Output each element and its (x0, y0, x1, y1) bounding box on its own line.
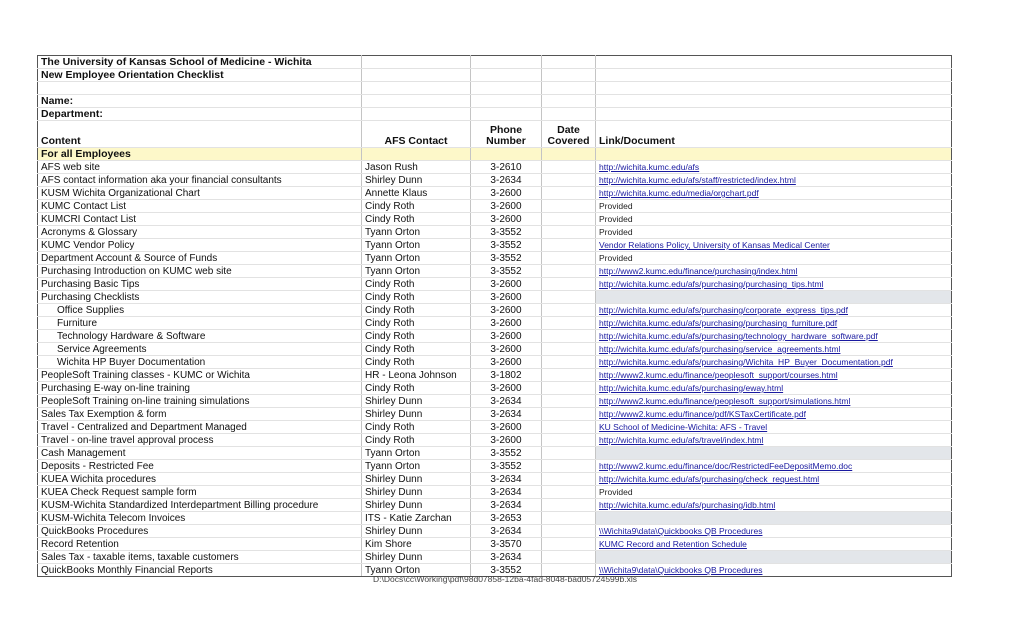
table-row (38, 460, 952, 473)
row-link-cell (596, 369, 952, 382)
row-link-cell (596, 395, 952, 408)
row-afs-contact: Tyann Orton (362, 226, 471, 239)
document-link[interactable]: Vendor Relations Policy, University of Kansas Medical Center (599, 240, 830, 250)
document-link[interactable]: \\Wichita9\data\Quickbooks QB Procedures (599, 526, 763, 536)
row-phone: 3-1802 (471, 369, 542, 382)
row-link-cell (596, 473, 952, 486)
row-afs-contact: ITS - Katie Zarchan (362, 512, 471, 525)
row-link-cell (596, 434, 952, 447)
row-afs-contact: Cindy Roth (362, 356, 471, 369)
checklist-sheet (37, 55, 952, 577)
column-header-phone: Phone Number (471, 121, 542, 148)
document-link[interactable]: http://wichita.kumc.edu/afs/purchasing/purchasing_tips.html (599, 279, 824, 289)
row-date-covered[interactable] (542, 538, 596, 551)
row-link-cell (596, 343, 952, 356)
row-date-covered[interactable] (542, 395, 596, 408)
row-phone: 3-3552 (471, 239, 542, 252)
row-afs-contact: Kim Shore (362, 538, 471, 551)
row-content: KUEA Check Request sample form (38, 486, 362, 499)
row-date-covered[interactable] (542, 252, 596, 265)
table-row (38, 499, 952, 512)
row-date-covered[interactable] (542, 239, 596, 252)
row-content: AFS web site (38, 161, 362, 174)
row-phone: 3-2600 (471, 291, 542, 304)
row-phone: 3-2600 (471, 200, 542, 213)
row-date-covered[interactable] (542, 499, 596, 512)
document-link[interactable]: http://www2.kumc.edu/finance/purchasing/index.html (599, 266, 798, 276)
table-row (38, 317, 952, 330)
provided-note: Provided (599, 487, 633, 497)
row-content: Travel - on-line travel approval process (38, 434, 362, 447)
row-phone: 3-3552 (471, 564, 542, 577)
column-header-content: Content (38, 121, 362, 148)
document-link[interactable]: KUMC Record and Retention Schedule (599, 539, 747, 549)
row-content: Department Account & Source of Funds (38, 252, 362, 265)
row-phone: 3-2634 (471, 408, 542, 421)
row-date-covered[interactable] (542, 226, 596, 239)
table-row (38, 356, 952, 369)
row-content: KUMC Vendor Policy (38, 239, 362, 252)
row-date-covered[interactable] (542, 330, 596, 343)
row-link-cell (596, 486, 952, 499)
row-content: Sales Tax Exemption & form (38, 408, 362, 421)
department-field[interactable] (362, 108, 471, 121)
row-afs-contact: Shirley Dunn (362, 395, 471, 408)
row-link-cell (596, 408, 952, 421)
row-phone: 3-2600 (471, 317, 542, 330)
name-row (38, 95, 952, 108)
row-afs-contact: Shirley Dunn (362, 473, 471, 486)
table-row (38, 330, 952, 343)
row-date-covered[interactable] (542, 512, 596, 525)
table-row (38, 486, 952, 499)
department-row (38, 108, 952, 121)
row-link-cell (596, 382, 952, 395)
provided-note: Provided (599, 227, 633, 237)
provided-note: Provided (599, 201, 633, 211)
row-phone: 3-2600 (471, 343, 542, 356)
column-header-date-covered: Date Covered (542, 121, 596, 148)
row-date-covered[interactable] (542, 408, 596, 421)
table-row (38, 421, 952, 434)
table-row (38, 447, 952, 460)
row-content: Purchasing E-way on-line training (38, 382, 362, 395)
row-afs-contact: Tyann Orton (362, 252, 471, 265)
row-link-cell (596, 239, 952, 252)
row-afs-contact: Cindy Roth (362, 278, 471, 291)
table-row (38, 473, 952, 486)
column-header-link: Link/Document (596, 121, 952, 148)
row-link-cell (596, 304, 952, 317)
spacer-row (38, 82, 952, 95)
row-phone: 3-2600 (471, 213, 542, 226)
row-phone: 3-3552 (471, 447, 542, 460)
row-content: Acronyms & Glossary (38, 226, 362, 239)
table-row (38, 343, 952, 356)
row-content: Office Supplies (38, 304, 362, 317)
row-content: Purchasing Basic Tips (38, 278, 362, 291)
row-link-cell (596, 278, 952, 291)
row-afs-contact: Cindy Roth (362, 382, 471, 395)
row-date-covered[interactable] (542, 291, 596, 304)
document-link[interactable]: http://wichita.kumc.edu/afs/purchasing/eway.html (599, 383, 784, 393)
row-date-covered[interactable] (542, 161, 596, 174)
row-phone: 3-3552 (471, 460, 542, 473)
row-content: Deposits - Restricted Fee (38, 460, 362, 473)
section-header-row (38, 148, 952, 161)
document-link[interactable]: http://wichita.kumc.edu/afs/staff/restricted/index.html (599, 175, 796, 185)
row-phone: 3-2600 (471, 304, 542, 317)
row-content: Record Retention (38, 538, 362, 551)
row-date-covered[interactable] (542, 265, 596, 278)
provided-note: Provided (599, 214, 633, 224)
row-content: KUMC Contact List (38, 200, 362, 213)
row-link-cell (596, 460, 952, 473)
row-phone: 3-2653 (471, 512, 542, 525)
table-row (38, 226, 952, 239)
document-link[interactable]: KU School of Medicine-Wichita: AFS - Travel (599, 422, 768, 432)
table-row (38, 512, 952, 525)
row-phone: 3-3570 (471, 538, 542, 551)
document-link[interactable]: http://wichita.kumc.edu/afs/purchasing/Wichita_HP_Buyer_Documentation.pdf (599, 357, 893, 367)
row-phone: 3-3552 (471, 226, 542, 239)
row-phone: 3-2634 (471, 525, 542, 538)
document-link[interactable]: http://www2.kumc.edu/finance/doc/RestrictedFeeDepositMemo.doc (599, 461, 853, 471)
table-row (38, 408, 952, 421)
title-row-2 (38, 69, 952, 82)
row-content: Sales Tax - taxable items, taxable customers (38, 551, 362, 564)
row-link-cell (596, 512, 952, 525)
row-date-covered[interactable] (542, 434, 596, 447)
row-content: Travel - Centralized and Department Managed (38, 421, 362, 434)
row-link-cell (596, 291, 952, 304)
row-date-covered[interactable] (542, 460, 596, 473)
name-field[interactable] (362, 95, 471, 108)
table-row (38, 187, 952, 200)
row-afs-contact: Cindy Roth (362, 291, 471, 304)
row-afs-contact: HR - Leona Johnson (362, 369, 471, 382)
row-date-covered[interactable] (542, 174, 596, 187)
row-link-cell (596, 538, 952, 551)
row-phone: 3-2600 (471, 356, 542, 369)
row-phone: 3-2634 (471, 486, 542, 499)
row-afs-contact: Cindy Roth (362, 213, 471, 226)
table-row (38, 239, 952, 252)
table-row (38, 304, 952, 317)
column-header-afs-contact: AFS Contact (362, 121, 471, 148)
row-afs-contact: Cindy Roth (362, 343, 471, 356)
document-link[interactable]: http://www2.kumc.edu/finance/pdf/KSTaxCertificate.pdf (599, 409, 806, 419)
row-link-cell (596, 265, 952, 278)
row-date-covered[interactable] (542, 187, 596, 200)
row-phone: 3-2634 (471, 499, 542, 512)
row-content: Cash Management (38, 447, 362, 460)
row-afs-contact: Tyann Orton (362, 265, 471, 278)
row-content: KUSM-Wichita Telecom Invoices (38, 512, 362, 525)
row-phone: 3-3552 (471, 265, 542, 278)
row-date-covered[interactable] (542, 317, 596, 330)
row-date-covered[interactable] (542, 213, 596, 226)
document-link[interactable]: http://www2.kumc.edu/finance/peoplesoft_support/courses.html (599, 370, 838, 380)
row-afs-contact: Shirley Dunn (362, 499, 471, 512)
row-date-covered[interactable] (542, 447, 596, 460)
row-content: PeopleSoft Training on-line training simulations (38, 395, 362, 408)
row-content: Technology Hardware & Software (38, 330, 362, 343)
row-afs-contact: Shirley Dunn (362, 551, 471, 564)
row-content: Wichita HP Buyer Documentation (38, 356, 362, 369)
row-content: KUMCRI Contact List (38, 213, 362, 226)
row-content: QuickBooks Procedures (38, 525, 362, 538)
row-link-cell (596, 226, 952, 239)
row-link-cell (596, 213, 952, 226)
row-content: AFS contact information aka your financial consultants (38, 174, 362, 187)
name-label: Name: (38, 95, 362, 108)
row-link-cell (596, 421, 952, 434)
table-row (38, 551, 952, 564)
row-afs-contact: Jason Rush (362, 161, 471, 174)
row-phone: 3-2610 (471, 161, 542, 174)
row-date-covered[interactable] (542, 200, 596, 213)
row-afs-contact: Cindy Roth (362, 421, 471, 434)
row-content: QuickBooks Monthly Financial Reports (38, 564, 362, 577)
row-afs-contact: Shirley Dunn (362, 408, 471, 421)
provided-note: Provided (599, 253, 633, 263)
row-date-covered[interactable] (542, 356, 596, 369)
row-content: KUEA Wichita procedures (38, 473, 362, 486)
document-link[interactable]: http://wichita.kumc.edu/media/orgchart.pdf (599, 188, 759, 198)
row-afs-contact: Shirley Dunn (362, 486, 471, 499)
row-content: PeopleSoft Training classes - KUMC or Wichita (38, 369, 362, 382)
document-link[interactable]: http://wichita.kumc.edu/afs/purchasing/corporate_express_tips.pdf (599, 305, 848, 315)
document-link[interactable]: http://wichita.kumc.edu/afs/purchasing/check_request.html (599, 474, 820, 484)
section-title: For all Employees (38, 148, 362, 161)
table-row (38, 265, 952, 278)
table-row (38, 525, 952, 538)
document-link[interactable]: http://wichita.kumc.edu/afs (599, 162, 700, 172)
row-content: Furniture (38, 317, 362, 330)
document-link[interactable]: http://wichita.kumc.edu/afs/purchasing/purchasing_furniture.pdf (599, 318, 838, 328)
document-link[interactable]: http://wichita.kumc.edu/afs/purchasing/idb.html (599, 500, 776, 510)
table-row (38, 278, 952, 291)
row-date-covered[interactable] (542, 421, 596, 434)
row-phone: 3-2600 (471, 421, 542, 434)
row-afs-contact: Cindy Roth (362, 317, 471, 330)
table-row (38, 200, 952, 213)
sheet-subtitle: New Employee Orientation Checklist (38, 69, 362, 82)
row-content: KUSM Wichita Organizational Chart (38, 187, 362, 200)
row-date-covered[interactable] (542, 551, 596, 564)
row-phone: 3-2600 (471, 330, 542, 343)
row-link-cell (596, 200, 952, 213)
file-path-footer: D:\Docs\cc\Working\pdf\98d07858-12ba-4fad-8048-bad05724599b.xls (373, 574, 637, 584)
row-content: Purchasing Introduction on KUMC web site (38, 265, 362, 278)
row-afs-contact: Tyann Orton (362, 564, 471, 577)
table-row (38, 395, 952, 408)
row-phone: 3-2634 (471, 174, 542, 187)
document-link[interactable]: \\Wichita9\data\Quickbooks QB Procedures (599, 565, 763, 575)
row-link-cell (596, 564, 952, 577)
table-row (38, 291, 952, 304)
row-phone: 3-2634 (471, 395, 542, 408)
title-row-1 (38, 56, 952, 69)
row-phone: 3-2600 (471, 382, 542, 395)
row-date-covered[interactable] (542, 369, 596, 382)
row-afs-contact: Tyann Orton (362, 460, 471, 473)
table-row (38, 161, 952, 174)
table-row (38, 213, 952, 226)
row-link-cell (596, 356, 952, 369)
column-header-row (38, 121, 952, 148)
row-afs-contact: Shirley Dunn (362, 525, 471, 538)
row-link-cell (596, 252, 952, 265)
row-date-covered[interactable] (542, 278, 596, 291)
row-date-covered[interactable] (542, 486, 596, 499)
row-link-cell (596, 551, 952, 564)
table-row (38, 382, 952, 395)
row-date-covered[interactable] (542, 382, 596, 395)
row-date-covered[interactable] (542, 304, 596, 317)
row-date-covered[interactable] (542, 473, 596, 486)
row-link-cell (596, 187, 952, 200)
department-label: Department: (38, 108, 362, 121)
row-afs-contact: Cindy Roth (362, 304, 471, 317)
row-afs-contact: Tyann Orton (362, 239, 471, 252)
row-link-cell (596, 161, 952, 174)
table-row (38, 434, 952, 447)
row-content: KUSM-Wichita Standardized Interdepartment Billing procedure (38, 499, 362, 512)
row-afs-contact: Annette Klaus (362, 187, 471, 200)
row-afs-contact: Shirley Dunn (362, 174, 471, 187)
row-phone: 3-2634 (471, 551, 542, 564)
row-afs-contact: Cindy Roth (362, 200, 471, 213)
row-phone: 3-3552 (471, 252, 542, 265)
document-link[interactable]: http://www2.kumc.edu/finance/peoplesoft_support/simulations.html (599, 396, 851, 406)
row-content: Service Agreements (38, 343, 362, 356)
row-phone: 3-2600 (471, 187, 542, 200)
row-link-cell (596, 525, 952, 538)
table-row (38, 252, 952, 265)
row-date-covered[interactable] (542, 525, 596, 538)
row-phone: 3-2634 (471, 473, 542, 486)
sheet-title: The University of Kansas School of Medicine - Wichita (38, 56, 362, 69)
row-afs-contact: Cindy Roth (362, 434, 471, 447)
row-link-cell (596, 447, 952, 460)
row-content: Purchasing Checklists (38, 291, 362, 304)
document-link[interactable]: http://wichita.kumc.edu/afs/purchasing/technology_hardware_software.pdf (599, 331, 878, 341)
table-row (38, 369, 952, 382)
row-afs-contact: Cindy Roth (362, 330, 471, 343)
row-afs-contact: Tyann Orton (362, 447, 471, 460)
row-phone: 3-2600 (471, 278, 542, 291)
document-link[interactable]: http://wichita.kumc.edu/afs/travel/index.html (599, 435, 764, 445)
row-link-cell (596, 174, 952, 187)
row-phone: 3-2600 (471, 434, 542, 447)
row-link-cell (596, 330, 952, 343)
row-link-cell (596, 499, 952, 512)
row-link-cell (596, 317, 952, 330)
table-row (38, 538, 952, 551)
row-date-covered[interactable] (542, 343, 596, 356)
document-link[interactable]: http://wichita.kumc.edu/afs/purchasing/service_agreements.html (599, 344, 841, 354)
table-row (38, 174, 952, 187)
